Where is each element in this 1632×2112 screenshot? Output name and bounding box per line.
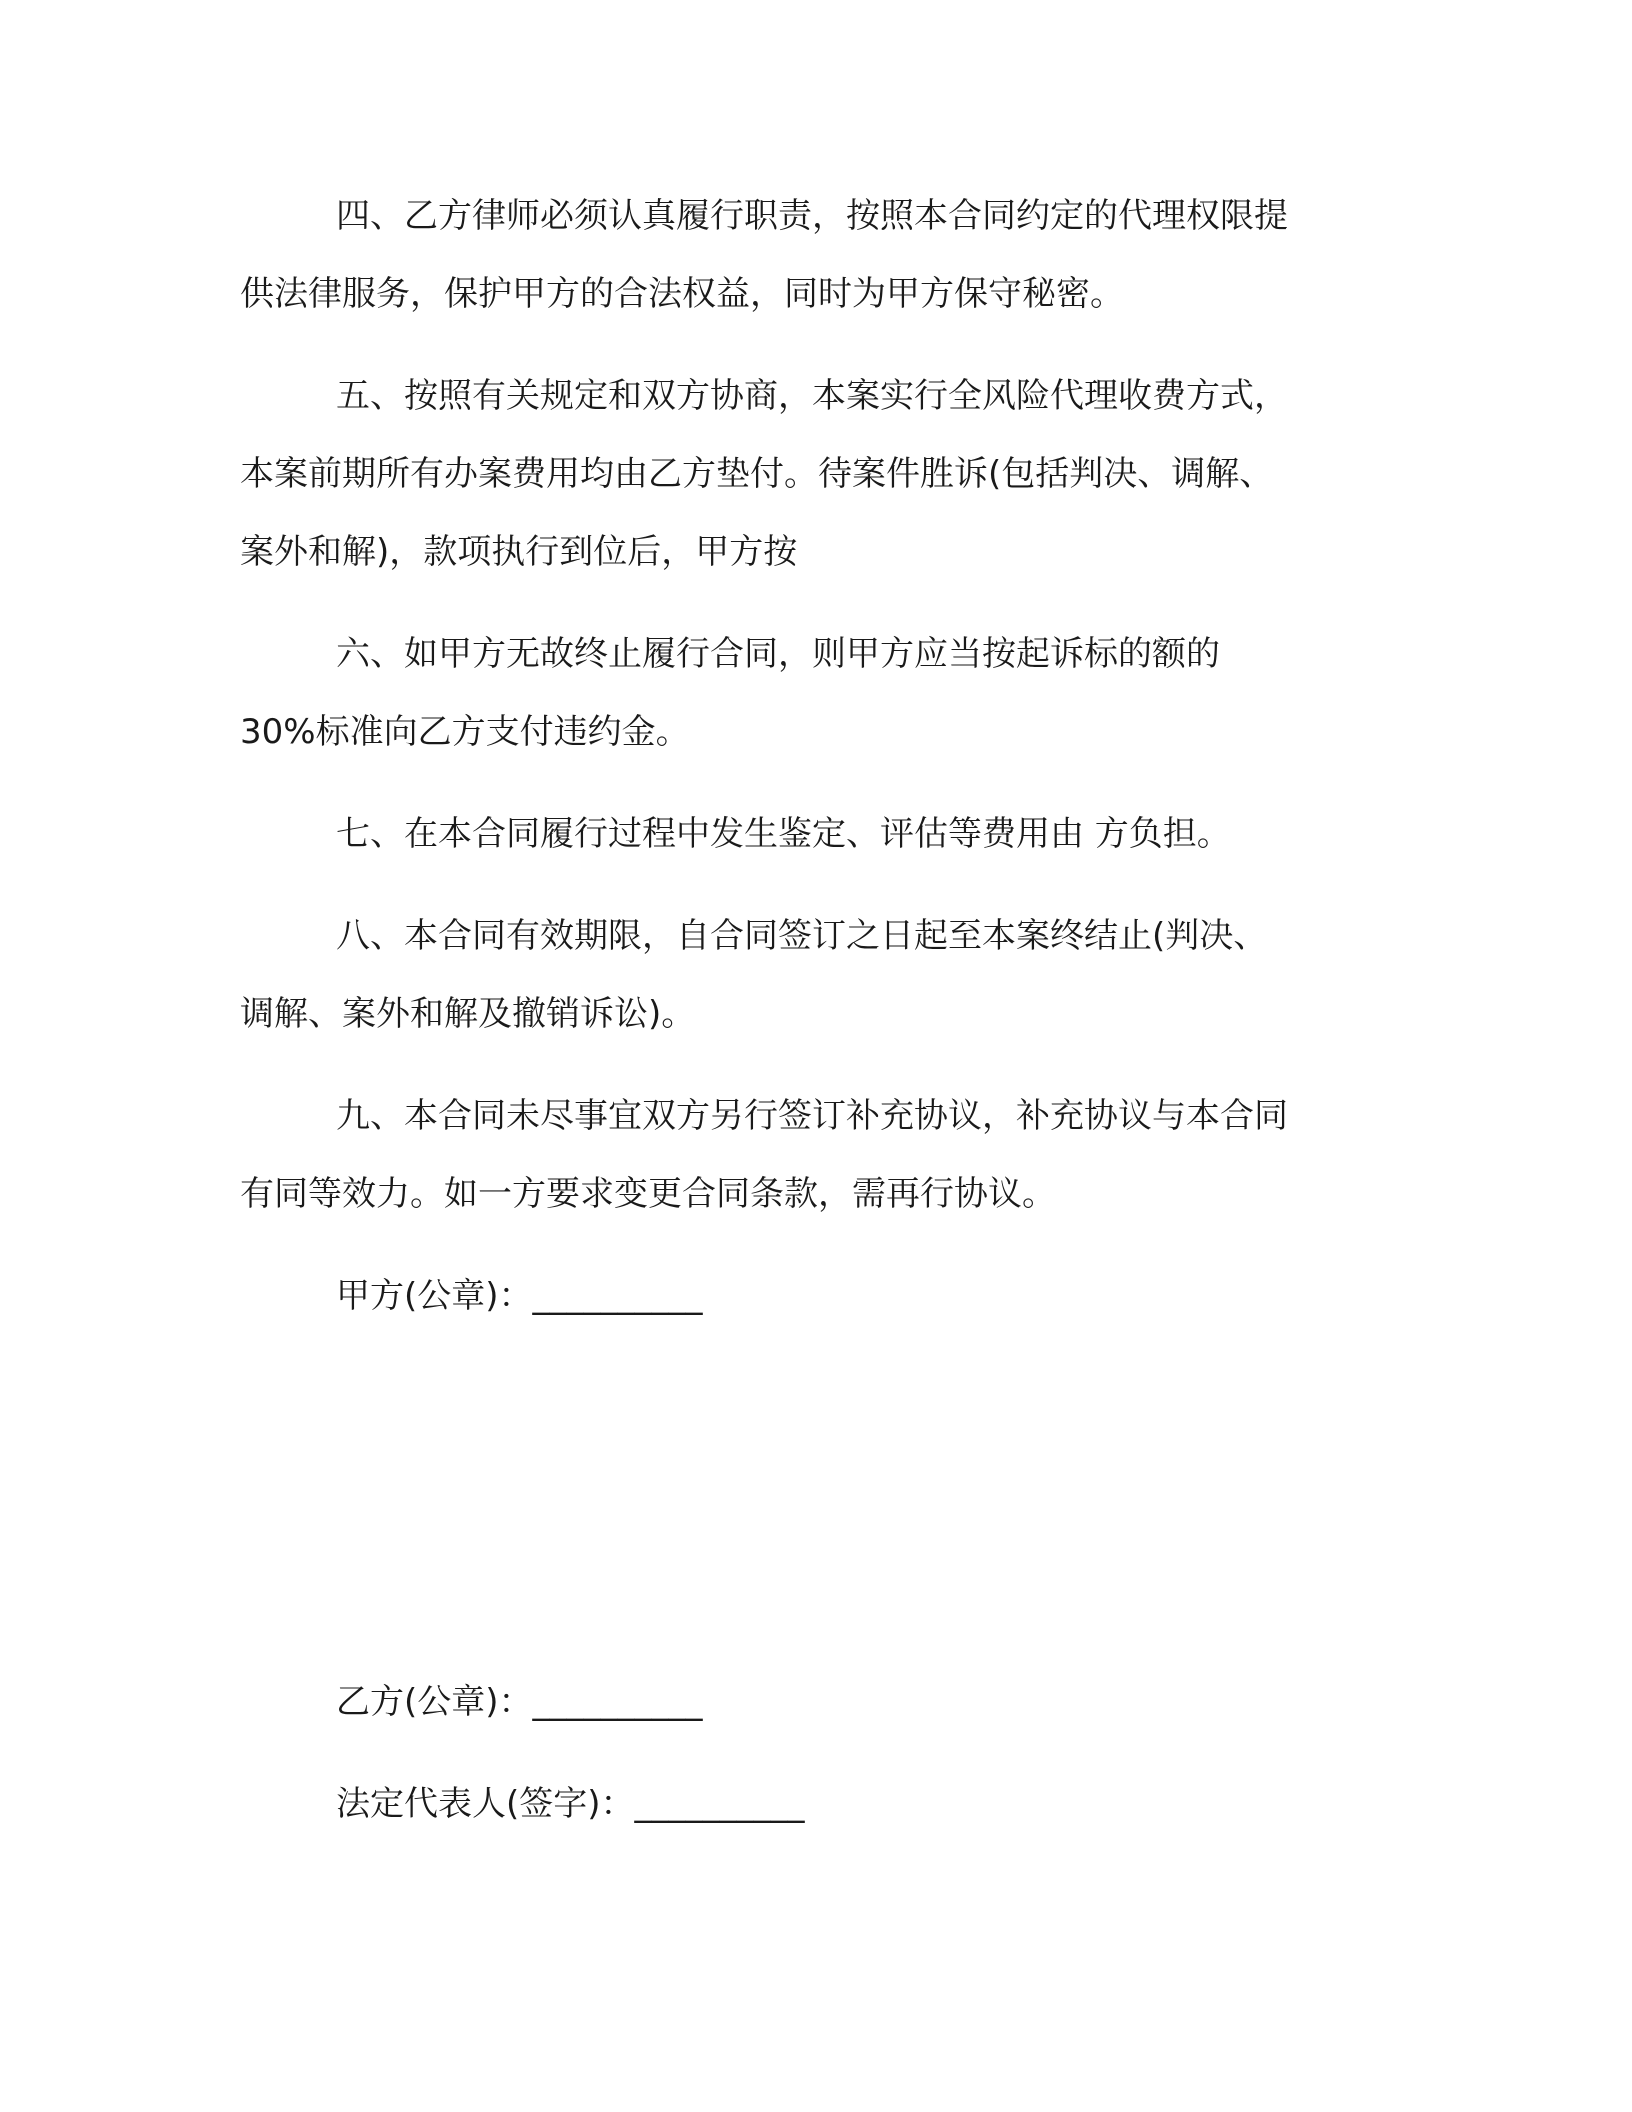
party-a-seal-field: 甲方(公章)：__________	[336, 1276, 703, 1316]
clause-5-line-3: 案外和解)，款项执行到位后，甲方按	[240, 532, 798, 572]
clause-6-line-1: 六、如甲方无故终止履行合同，则甲方应当按起诉标的额的	[336, 634, 1220, 674]
legal-representative-signature-field: 法定代表人(签字)：__________	[336, 1784, 805, 1824]
clause-8-line-1: 八、本合同有效期限，自合同签订之日起至本案终结止(判决、	[336, 916, 1268, 956]
clause-5-line-1: 五、按照有关规定和双方协商，本案实行全风险代理收费方式，	[336, 376, 1288, 416]
clause-8-line-2: 调解、案外和解及撤销诉讼)。	[240, 994, 696, 1034]
clause-6-line-2: 30%标准向乙方支付违约金。	[240, 712, 690, 752]
party-b-seal-field: 乙方(公章)：__________	[336, 1682, 703, 1722]
clause-9-line-2: 有同等效力。如一方要求变更合同条款，需再行协议。	[240, 1174, 1056, 1214]
clause-4-line-1: 四、乙方律师必须认真履行职责，按照本合同约定的代理权限提	[336, 196, 1288, 236]
clause-4-line-2: 供法律服务，保护甲方的合法权益，同时为甲方保守秘密。	[240, 274, 1124, 314]
clause-7-line-1: 七、在本合同履行过程中发生鉴定、评估等费用由 方负担。	[336, 814, 1231, 854]
clause-5-line-2: 本案前期所有办案费用均由乙方垫付。待案件胜诉(包括判决、调解、	[240, 454, 1274, 494]
clause-9-line-1: 九、本合同未尽事宜双方另行签订补充协议，补充协议与本合同	[336, 1096, 1288, 1136]
